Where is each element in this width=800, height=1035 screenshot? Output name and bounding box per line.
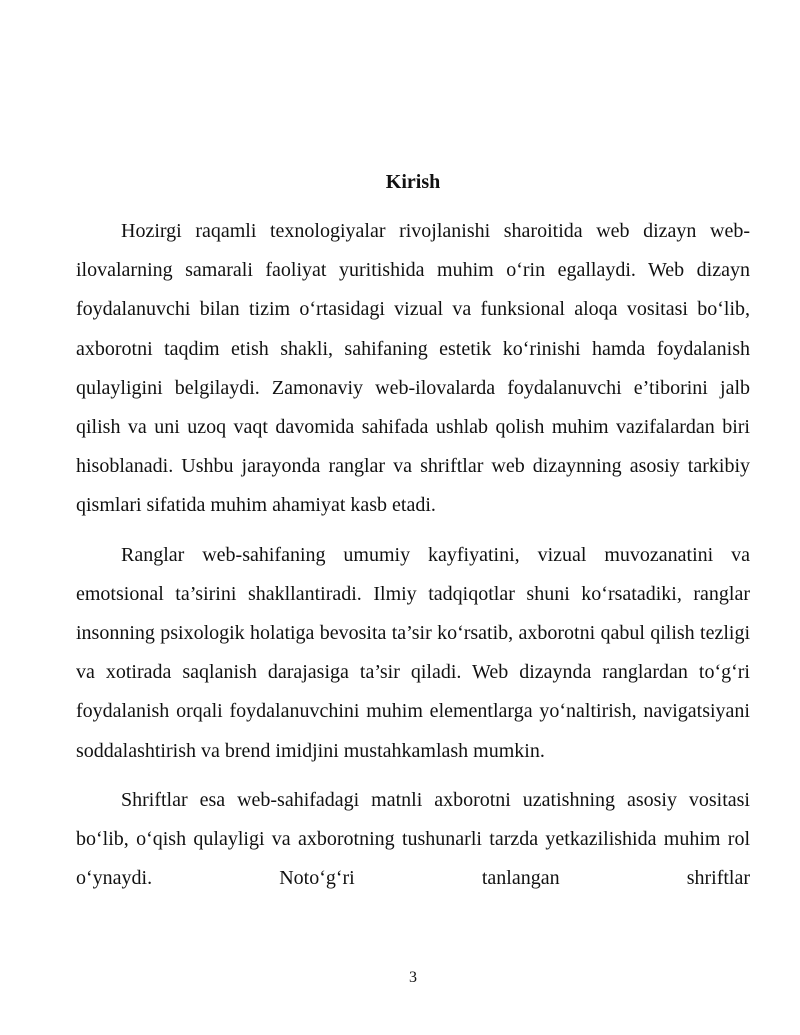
paragraph-fonts: Shriftlar esa web-sahifadagi matnli axborotni uzatishning asosiy vositasi bo‘lib, o‘qish qulayligi va axborotning tushunarli tarzda yetkazilishida muhim rol o‘ynaydi. Noto‘g‘ri tanlangan shriftlar (76, 788, 750, 890)
document-body (76, 212, 750, 898)
page-number: 3 (409, 969, 417, 986)
section-heading: Kirish (385, 171, 441, 193)
paragraph-introduction: Hozirgi raqamli texnologiyalar rivojlanishi sharoitida web dizayn web-ilovalarning samarali faoliyat yuritishida muhim o‘rin egallaydi. Web dizayn foydalanuvchi bilan tizim o‘rtasidagi vizual va funksional aloqa vositasi bo‘lib, axborotni taqdim etish shakli, sahifaning estetik ko‘rinishi hamda foydalanish qulayligini belgilaydi. Zamonaviy web-ilovalarda foydalanuvchi e’tiborini jalb qilish va uni uzoq vaqt davomida sahifada ushlab qolish muhim vazifalardan biri hisoblanadi. Ushbu jarayonda ranglar va shriftlar web dizaynning asosiy tarkibiy qismlari sifatida muhim ahamiyat kasb etadi. (76, 220, 750, 517)
paragraph-colors: Ranglar web-sahifaning umumiy kayfiyatini, vizual muvozanatini va emotsional ta’sirini shakllantiradi. Ilmiy tadqiqotlar shuni ko‘rsatadiki, ranglar insonning psixologik holatiga bevosita ta’sir ko‘rsatib, axborotni qabul qilish tezligi va xotirada saqlanish darajasiga ta’sir qiladi. Web dizaynda ranglardan to‘g‘ri foydalanish orqali foydalanuvchini muhim elementlarga yo‘naltirish, navigatsiyani soddalashtirish va brend imidjini mustahkamlash mumkin. (76, 543, 750, 762)
